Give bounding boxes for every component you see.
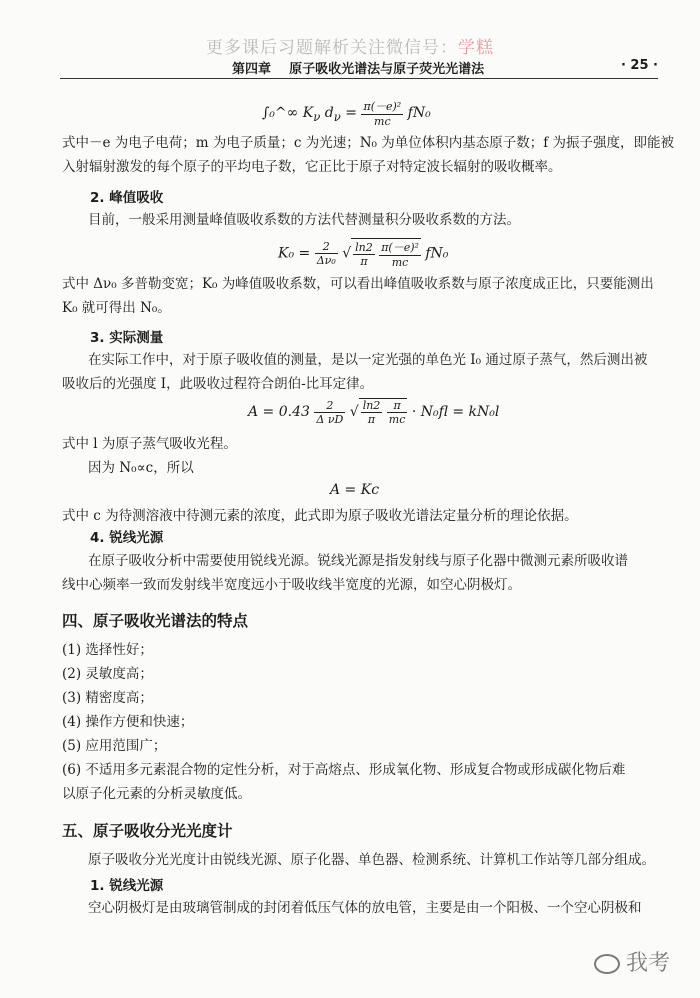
paragraph-line: 空心阴极灯是由玻璃管制成的封闭着低压气体的放电管，主要是由一个阳极、一个空心阴极和 (88, 900, 642, 916)
paragraph-line: K₀ 就可得出 N₀。 (62, 300, 171, 316)
header-rule (60, 78, 658, 79)
paragraph-line: 式中 l 为原子蒸气吸收光程。 (62, 436, 237, 452)
paragraph-line: 线中心频率一致而发射线半宽度远小于吸收线半宽度的光源，如空心阴极灯。 (62, 577, 521, 593)
watermark-text: 更多课后习题解析关注微信号： (206, 38, 458, 58)
section-heading-features: 四、原子吸收光谱法的特点 (62, 612, 249, 630)
subheading-sharp-line-source: 4. 锐线光源 (90, 530, 164, 546)
list-item: (1) 选择性好； (62, 642, 153, 658)
list-item: (4) 操作方便和快速； (62, 714, 194, 730)
subheading-sharp-line-source-2: 1. 锐线光源 (90, 878, 164, 894)
list-item: (3) 精密度高； (62, 690, 153, 706)
paragraph-line: 在实际工作中，对于原子吸收值的测量，是以一定光强的单色光 I₀ 通过原子蒸气，然后测出被 (88, 352, 648, 368)
header-title: 第四章 原子吸收光谱法与原子荧光光谱法 (232, 62, 485, 77)
list-item: (5) 应用范围广； (62, 738, 167, 754)
subheading-peak-absorption: 2. 峰值吸收 (90, 190, 164, 206)
section-heading-spectrophotometer: 五、原子吸收分光光度计 (62, 822, 233, 840)
paragraph-line: 因为 N₀∝c，所以 (88, 460, 194, 476)
paragraph-line: 吸收后的光强度 I，此吸收过程符合朗伯-比耳定律。 (62, 376, 374, 392)
paragraph-line: 式中 Δν₀ 多普勒变宽；K₀ 为峰值吸收系数，可以看出峰值吸收系数与原子浓度成正比，只要能测出 (62, 276, 654, 292)
list-item: 以原子化元素的分析灵敏度低。 (62, 786, 251, 802)
subheading-actual-measurement: 3. 实际测量 (90, 330, 164, 346)
paragraph-line: 入射辐射激发的每个原子的平均电子数，它正比于原子对特定波长辐射的吸收概率。 (62, 159, 562, 175)
watermark-highlight: 学糕 (458, 38, 494, 58)
watermark-banner (0, 33, 700, 58)
list-item: (2) 灵敏度高； (62, 666, 153, 682)
paragraph-line: 在原子吸收分析中需要使用锐线光源。锐线光源是指发射线与原子化器中微测元素所吸收谱 (88, 553, 628, 569)
formula-peak-absorption: K₀ = $\frac{2}{\text{Δν₀}}$ √ $\frac{\ln 2}{\pi}$ $\frac{\text{π(－e)²}}{mc}$ fN₀ (278, 240, 449, 269)
logo-text: 我考 (625, 951, 670, 976)
paragraph-line: 目前，一般采用测量峰值吸收系数的方法代替测量积分吸收系数的方法。 (88, 212, 520, 228)
page-number: · 25 · (620, 58, 658, 73)
list-item: (6) 不适用多元素混合物的定性分析，对于高熔点、形成氧化物、形成复合物或形成碳化物后难 (62, 762, 626, 778)
formula-integrated-absorption: ∫₀^∞ $K_\nu$ $d_\nu$ = $\frac{\text{π(－e)²}}{mc}$ fN₀ (262, 100, 431, 128)
paragraph-line: 原子吸收分光光度计由锐线光源、原子化器、单色器、检测系统、计算机工作站等几部分组成。 (88, 852, 655, 868)
paragraph-line: 式中 c 为待测溶液中待测元素的浓度，此式即为原子吸收光谱法定量分析的理论依据。 (62, 508, 578, 524)
formula-absorbance: A = 0.43 $\frac{2}{\text{Δ νD}}$ √ $\frac{\ln 2}{\pi}$ $\frac{\pi}{mc}$ · N₀fl = kN₀l (248, 398, 500, 426)
formula-beer-law: A = Kc (330, 482, 380, 498)
wechat-logo (594, 946, 670, 977)
wechat-icon (594, 954, 620, 974)
paragraph-line: 式中－e 为电子电荷；m 为电子质量；c 为光速；N₀ 为单位体积内基态原子数；f 为振子强度，即能被 (62, 135, 675, 151)
